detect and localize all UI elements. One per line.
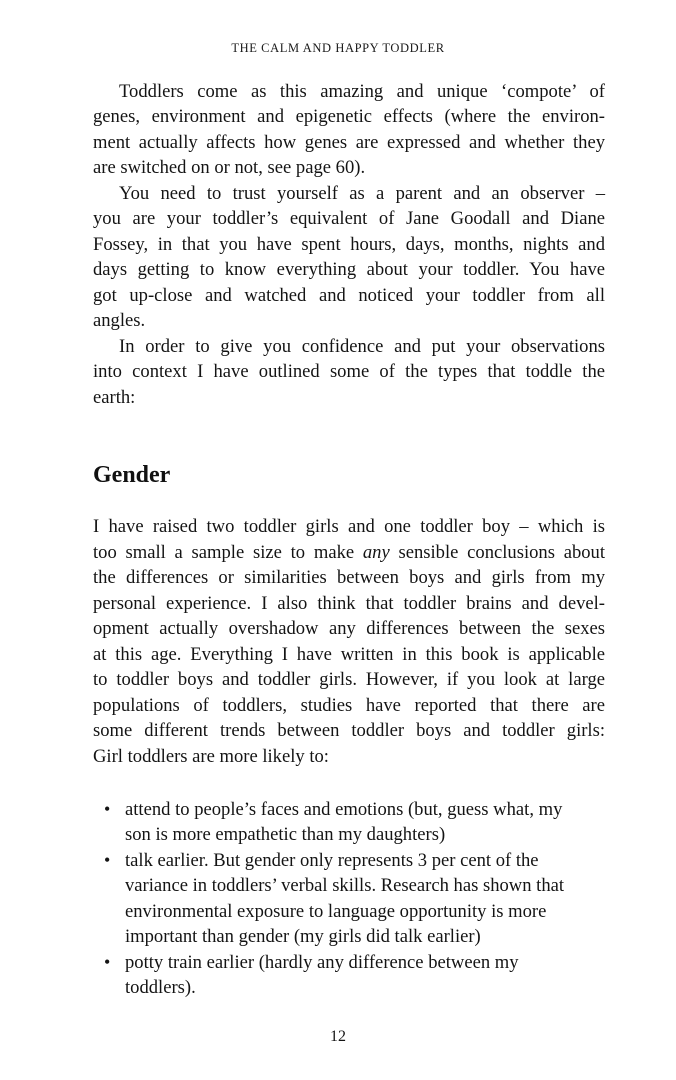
text-line: variance in toddlers’ verbal skills. Research has shown that: [125, 875, 565, 896]
text-line: potty train earlier (hardly any difference between my: [125, 952, 519, 973]
text-line: angles.: [93, 310, 146, 331]
text-span: sensible conclusions about: [389, 542, 606, 563]
text-line: In order to give you confidence and put your observations: [119, 336, 605, 357]
running-head: THE CALM AND HAPPY TODDLER: [231, 41, 445, 55]
text-line: into context I have outlined some of the types that toddle the: [93, 361, 605, 382]
text-line: to toddler boys and toddler girls. However, if you look at large: [93, 669, 605, 690]
emphasis-text: any: [362, 542, 390, 563]
bullet-icon: •: [104, 799, 111, 819]
text-line: Girl toddlers are more likely to:: [93, 746, 329, 767]
text-line: you are your toddler’s equivalent of Jane Goodall and Diane: [93, 208, 605, 229]
page-number: 12: [330, 1028, 346, 1045]
text-line: some different trends between toddler boys and toddler girls:: [93, 720, 605, 741]
text-line: You need to trust yourself as a parent and an observer –: [119, 183, 605, 204]
text-line: [93, 540, 605, 565]
text-span: too small a sample size to make: [93, 542, 363, 563]
text-line: the differences or similarities between boys and girls from my: [93, 567, 605, 588]
text-line: important than gender (my girls did talk earlier): [125, 926, 481, 947]
text-line: toddlers).: [125, 977, 196, 998]
text-line: populations of toddlers, studies have reported that there are: [93, 695, 605, 716]
text-line: are switched on or not, see page 60).: [93, 157, 366, 178]
text-line: talk earlier. But gender only represents 3 per cent of the: [125, 850, 539, 871]
bullet-icon: •: [104, 850, 111, 870]
bullet-icon: •: [104, 952, 111, 972]
text-line: earth:: [93, 387, 136, 408]
text-line: ment actually affects how genes are expressed and whether they: [93, 132, 605, 153]
text-line: at this age. Everything I have written in this book is applicable: [93, 644, 605, 665]
text-line: son is more empathetic than my daughters): [125, 824, 446, 845]
text-line: opment actually overshadow any differences between the sexes: [93, 618, 605, 639]
text-line: personal experience. I also think that toddler brains and devel-: [93, 593, 605, 614]
text-line: genes, environment and epigenetic effects (where the environ-: [93, 106, 605, 127]
text-line: got up-close and watched and noticed your toddler from all: [93, 285, 605, 306]
text-line: Toddlers come as this amazing and unique ‘compote’ of: [119, 81, 605, 102]
text-line: Fossey, in that you have spent hours, days, months, nights and: [93, 234, 605, 255]
text-line: attend to people’s faces and emotions (but, guess what, my: [125, 799, 563, 820]
section-heading: Gender: [93, 462, 171, 488]
text-line: I have raised two toddler girls and one toddler boy – which is: [93, 516, 605, 537]
text-line: days getting to know everything about your toddler. You have: [93, 259, 605, 280]
text-line: environmental exposure to language opportunity is more: [125, 901, 547, 922]
